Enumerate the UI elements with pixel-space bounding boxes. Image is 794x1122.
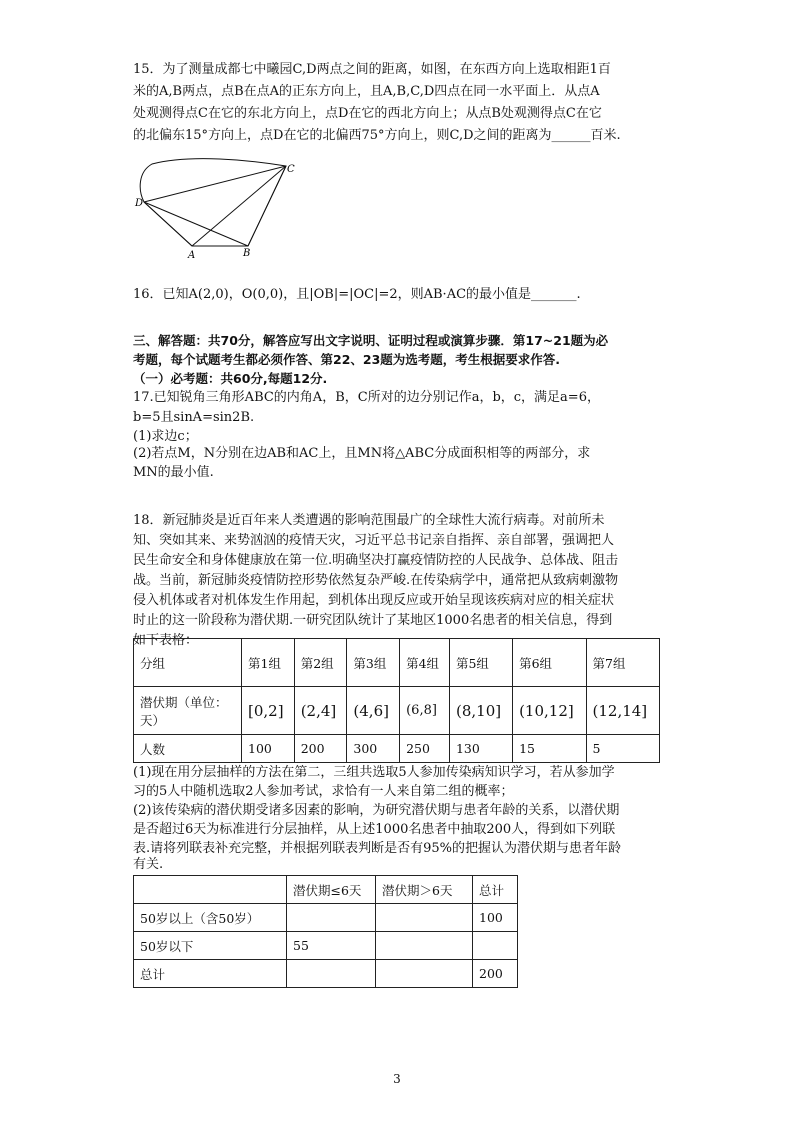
q15-line-3: 处观测得点C在它的东北方向上，点D在它的西北方向上；从点B处观测得点C在它 xyxy=(133,106,602,121)
row-label-cell: 50岁以上（含50岁） xyxy=(134,904,287,932)
table-row xyxy=(134,960,518,988)
section3-line-2: 考题，每个试题考生都必须作答、第22、23题为选考题，考生根据要求作答. xyxy=(133,352,561,367)
table-row xyxy=(134,904,518,932)
group-cell: 第3组 xyxy=(347,639,400,687)
count-cell: 130 xyxy=(449,735,512,763)
table-row-groups xyxy=(134,639,660,687)
period-cell: (4,6] xyxy=(347,687,400,735)
row-label-cell: 总计 xyxy=(134,960,287,988)
value-cell: 200 xyxy=(473,960,518,988)
header-cell: 分组 xyxy=(134,639,242,687)
q18-line-3: 民生命安全和身体健康放在第一位.明确坚决打赢疫情防控的人民战争、总体战、阻击 xyxy=(133,553,619,568)
q15-figure xyxy=(130,150,300,262)
contingency-table xyxy=(133,875,518,988)
label-c: C xyxy=(287,164,295,175)
segment-db xyxy=(144,202,248,246)
q18-part2-line-4: 有关. xyxy=(133,857,164,872)
q17-line-1: 17.已知锐角三角形ABC的内角A，B，C所对的边分别记作a，b，c，满足a=6， xyxy=(133,390,600,405)
q17-line-4: (2)若点M，N分别在边AB和AC上，且MN将△ABC分成面积相等的两部分，求 xyxy=(133,446,591,461)
header-cell xyxy=(134,876,287,904)
period-cell: (12,14] xyxy=(586,687,660,735)
period-cell: (10,12] xyxy=(513,687,586,735)
label-d: D xyxy=(135,198,144,209)
q18-part1-line-1: (1)现在用分层抽样的方法在第二，三组共选取5人参加传染病知识学习，若从参加学 xyxy=(133,765,615,780)
q18-part2-line-2: 是否超过6天为标准进行分层抽样，从上述1000名患者中抽取200人，得到如下列联 xyxy=(133,822,616,837)
period-cell: (8,10] xyxy=(449,687,512,735)
q18-part2-line-1: (2)该传染病的潜伏期受诸多因素的影响，为研究潜伏期与患者年龄的关系，以潜伏期 xyxy=(133,803,620,818)
value-cell xyxy=(376,960,473,988)
count-cell: 5 xyxy=(586,735,660,763)
header-cell: 潜伏期（单位：天） xyxy=(134,687,242,735)
q17-line-2: b=5且sinA=sin2B. xyxy=(133,410,255,425)
segment-da xyxy=(144,202,192,246)
q15-line-2: 米的A,B两点，点B在点A的正东方向上，且A,B,C,D四点在同一水平面上．从点A xyxy=(133,84,600,99)
table-row xyxy=(134,876,518,904)
segment-bc xyxy=(248,166,286,246)
count-cell: 15 xyxy=(513,735,586,763)
period-cell: (6,8] xyxy=(400,687,450,735)
incubation-table xyxy=(133,638,660,763)
q18-part1-line-2: 习的5人中随机选取2人参加考试，求恰有一人来自第二组的概率； xyxy=(133,784,514,799)
page-number: 3 xyxy=(393,1072,401,1086)
count-cell: 250 xyxy=(400,735,450,763)
table-row xyxy=(134,932,518,960)
value-cell: 100 xyxy=(473,904,518,932)
header-cell: 总计 xyxy=(473,876,518,904)
header-cell: 人数 xyxy=(134,735,242,763)
q15-line-4: 的北偏东15°方向上，点D在它的北偏西75°方向上，则C,D之间的距离为______百米. xyxy=(133,128,621,143)
section3-line-1: 三、解答题：共70分，解答应写出文字说明、证明过程或演算步骤．第17~21题为必 xyxy=(133,333,609,348)
section3-line-3: （一）必考题：共60分,每题12分. xyxy=(133,371,328,386)
table-row-counts xyxy=(134,735,660,763)
label-b: B xyxy=(243,248,251,259)
group-cell: 第4组 xyxy=(400,639,450,687)
count-cell: 100 xyxy=(242,735,295,763)
value-cell xyxy=(473,932,518,960)
q18-line-7: 如下表格： xyxy=(133,633,199,648)
q18-line-6: 时止的这一阶段称为潜伏期.一研究团队统计了某地区1000名患者的相关信息，得到 xyxy=(133,613,613,628)
value-cell xyxy=(287,960,376,988)
group-cell: 第1组 xyxy=(242,639,295,687)
group-cell: 第2组 xyxy=(294,639,347,687)
table-row-periods xyxy=(134,687,660,735)
label-a: A xyxy=(188,250,196,261)
value-cell xyxy=(287,904,376,932)
q15-line-1: 15．为了测量成都七中曦园C,D两点之间的距离，如图，在东西方向上选取相距1百 xyxy=(133,62,611,77)
group-cell: 第6组 xyxy=(513,639,586,687)
value-cell: 55 xyxy=(287,932,376,960)
q18-line-2: 知、突如其来、来势汹汹的疫情天灾，习近平总书记亲自指挥、亲自部署，强调把人 xyxy=(133,533,615,548)
value-cell xyxy=(376,904,473,932)
group-cell: 第5组 xyxy=(449,639,512,687)
header-cell: 潜伏期＞6天 xyxy=(376,876,473,904)
period-cell: (2,4] xyxy=(294,687,347,735)
q16-text: 16．已知A(2,0)，O(0,0)，且|OB|=|OC|=2，则AB·AC的最小值是_______. xyxy=(133,287,581,302)
row-label-cell: 50岁以下 xyxy=(134,932,287,960)
q17-line-3: (1)求边c； xyxy=(133,429,198,444)
q18-line-4: 战。当前，新冠肺炎疫情防控形势依然复杂严峻.在传染病学中，通常把从致病刺激物 xyxy=(133,573,619,588)
q17-line-5: MN的最小值. xyxy=(133,465,214,480)
period-cell: [0,2] xyxy=(242,687,295,735)
count-cell: 200 xyxy=(294,735,347,763)
q18-line-1: 18．新冠肺炎是近百年来人类遭遇的影响范围最广的全球性大流行病毒。对前所未 xyxy=(133,513,605,528)
value-cell xyxy=(376,932,473,960)
q18-line-5: 侵入机体或者对机体发生作用起，到机体出现反应或开始呈现该疾病对应的相关症状 xyxy=(133,593,615,608)
q18-part2-line-3: 表.请将列联表补充完整，并根据列联表判断是否有95%的把握认为潜伏期与患者年龄 xyxy=(133,841,622,856)
group-cell: 第7组 xyxy=(586,639,660,687)
count-cell: 300 xyxy=(347,735,400,763)
header-cell: 潜伏期≤6天 xyxy=(287,876,376,904)
